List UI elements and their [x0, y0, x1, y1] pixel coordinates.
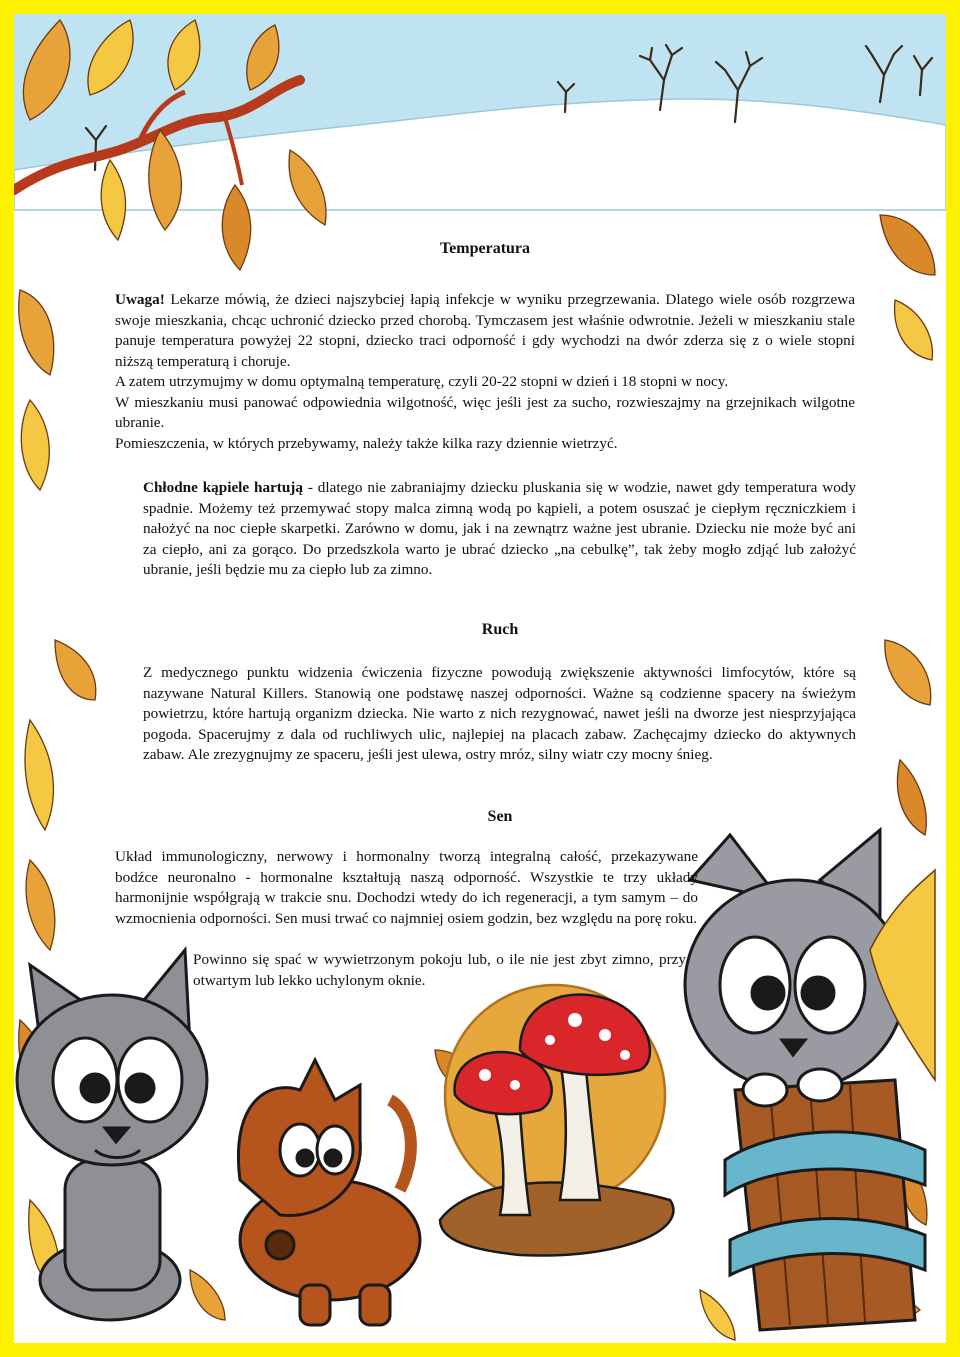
temperatura-paragraph-4: Pomieszczenia, w których przebywamy, należy także kilka razy dziennie wietrzyć.: [115, 434, 618, 452]
heading-sen: Sen: [487, 808, 513, 825]
heading-temperatura: Temperatura: [439, 240, 531, 257]
cold-baths-paragraph: Chłodne kąpiele hartują - dlatego nie zabraniajmy dziecku pluskania się w wodzie, nawet gdy temperatura wody spadnie. Możemy też przemywać stopy malca zimną wodą po kąpieli, a potem osuszać je ciepłym ręczniczkiem i nałożyć na noc ciepłe skarpetki. Zarówno w domu, jak i na zewnątrz ważne jest ubranie. Dziecku nie może być ani za ciepło, ani za gorąco. Do przedszkola warto je ubrać dziecko „na cebulkę”, tak żeby mogło zdjąć lub założyć ubranie, jeśli będzie mu za ciepło lub za zimno.: [143, 479, 856, 578]
temperatura-paragraph-1: Uwaga! Lekarze mówią, że dzieci najszybciej łapią infekcje w wyniku przegrzewania. Dlatego wiele osób rozgrzewa swoje mieszkania, chcąc uchronić dziecko przed chorobą. Tymczasem jest właśnie odwrotnie. Jeżeli w mieszkaniu stale panuje temperatura powyżej 22 stopni, dziecko traci odporność i gdy wychodzi na dwór zderza się z o wiele stopni niższą temperaturą i choruje.: [115, 291, 855, 370]
gray-cat-icon: [17, 950, 207, 1320]
temperatura-paragraph-3: W mieszkaniu musi panować odpowiednia wilgotność, więc jeśli jest za sucho, rozwieszajmy na grzejnikach wilgotne ubranie.: [115, 393, 855, 431]
sen-paragraph-1: Układ immunologiczny, nerwowy i hormonalny tworzą integralną całość, przekazywane bodźce neuronalno - hormonalne kształtują naszą odporność. Wszystkie te trzy układy harmonijnie współgrają w trakcie snu. Dochodzi wtedy do ich regeneracji, a tym samym – do wzmocnienia odporności. Sen musi trwać co najmniej osiem godzin, bez względu na porę roku.: [115, 848, 698, 927]
cold-baths-label: Chłodne kąpiele hartują: [143, 479, 303, 496]
heading-ruch: Ruch: [481, 621, 519, 638]
temperatura-body: [115, 290, 855, 454]
cat-in-bucket-icon: [685, 830, 935, 1330]
temperatura-paragraph-2: A zatem utrzymujmy w domu optymalną temperaturę, czyli 20-22 stopni w dzień i 18 stopni w nocy.: [115, 373, 729, 390]
ruch-paragraph: Z medycznego punktu widzenia ćwiczenia fizyczne powodują zwiększenie aktywności limfocytów, które są nazywane Natural Killers. Stanowią one podstawę naszej odporności. Ważne są codzienne spacery na świeżym powietrzu, które hartują organizm dziecka. Nie warto z nich rezygnować, nawet jeśli na dworze jest niesprzyjająca pogoda. Spacerujmy z dala od ruchliwych ulic, najlepiej na placach zabaw. Zachęcajmy dziecko do aktywnych zabaw. Ale zrezygnujmy ze spaceru, jeśli jest ulewa, ostry mróz, silny wiatr czy mocny śnieg.: [143, 664, 856, 763]
brown-kitten-icon: [238, 1060, 420, 1325]
sen-paragraph-2: Powinno się spać w wywietrzonym pokoju lub, o ile nie jest zbyt zimno, przy otwartym lub lekko uchylonym oknie.: [193, 951, 686, 989]
warning-label: Uwaga!: [115, 291, 165, 308]
mushrooms-icon: [440, 985, 673, 1256]
